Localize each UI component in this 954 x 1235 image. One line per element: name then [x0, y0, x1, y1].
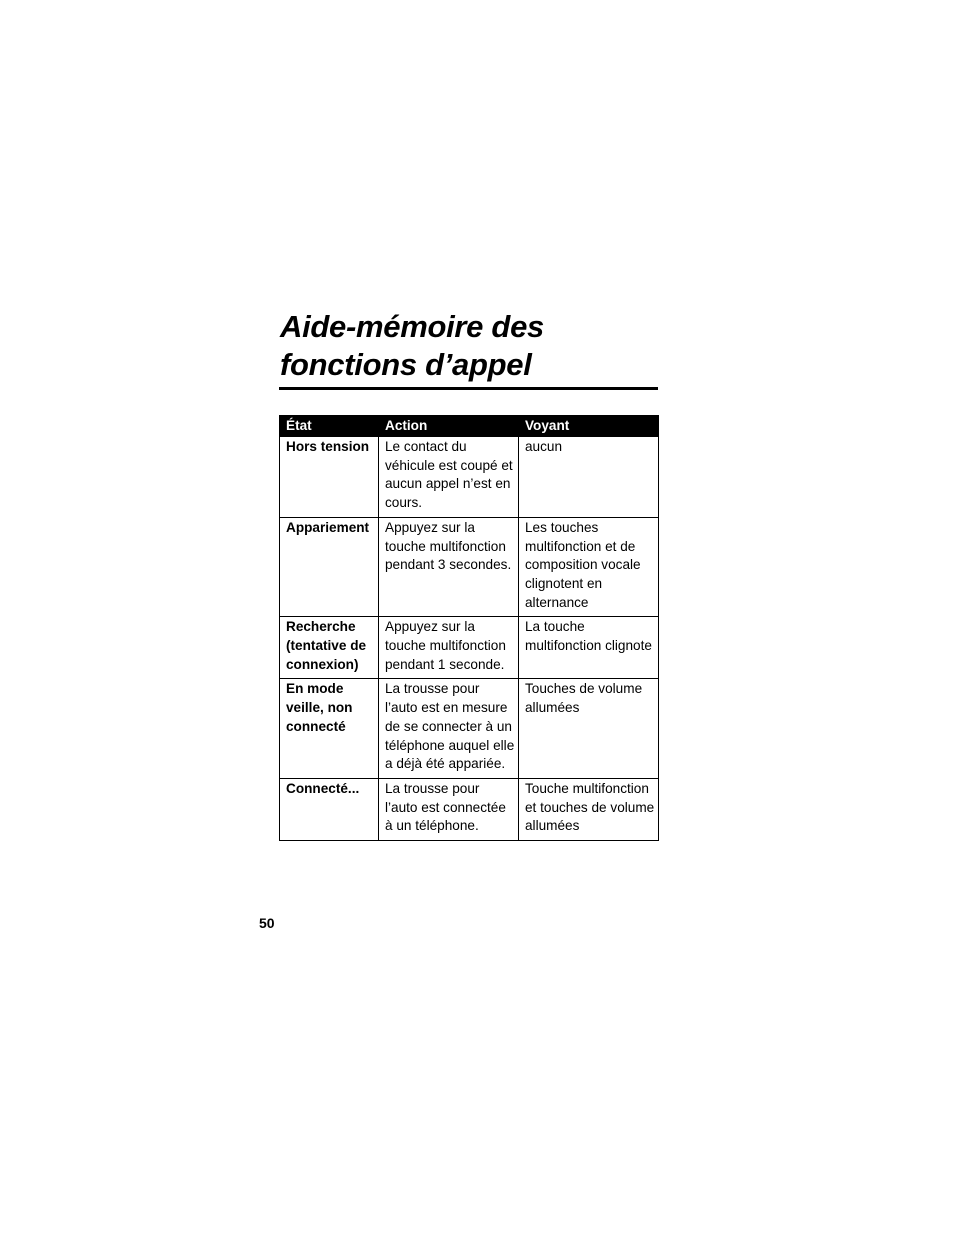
state-cell: Recherche (tentative de connexion)	[280, 617, 379, 679]
indicator-cell: Touches de volume allumées	[519, 679, 659, 779]
table-header-row	[280, 415, 659, 437]
title-divider	[279, 387, 658, 390]
state-cell: Hors tension	[280, 437, 379, 518]
action-cell: Appuyez sur la touche multifonction pendant 1 seconde.	[379, 617, 519, 679]
state-cell: Connecté...	[280, 778, 379, 840]
page-title	[280, 308, 658, 384]
action-cell: Le contact du véhicule est coupé et aucun appel n’est en cours.	[379, 437, 519, 518]
column-header-action: Action	[379, 415, 519, 437]
action-cell: La trousse pour l’auto est connectée à un téléphone.	[379, 778, 519, 840]
table-row	[280, 679, 659, 779]
action-cell: Appuyez sur la touche multifonction pendant 3 secondes.	[379, 517, 519, 617]
column-header-state: État	[280, 415, 379, 437]
indicator-cell: La touche multifonction clignote	[519, 617, 659, 679]
column-header-indicator: Voyant	[519, 415, 659, 437]
table-header	[280, 415, 659, 437]
table-row	[280, 617, 659, 679]
table-body	[280, 437, 659, 841]
page-number: 50	[259, 915, 275, 931]
page-title-line-1: Aide-mémoire des	[280, 309, 544, 344]
state-cell: Appariement	[280, 517, 379, 617]
call-functions-table	[279, 415, 659, 841]
table-row	[280, 517, 659, 617]
indicator-cell: Touche multifonction et touches de volume allumées	[519, 778, 659, 840]
indicator-cell: aucun	[519, 437, 659, 518]
state-cell: En mode veille, non connecté	[280, 679, 379, 779]
table-row	[280, 778, 659, 840]
table-row	[280, 437, 659, 518]
page-title-line-2: fonctions d’appel	[280, 347, 532, 382]
indicator-cell: Les touches multifonction et de composition vocale clignotent en alternance	[519, 517, 659, 617]
action-cell: La trousse pour l’auto est en mesure de se connecter à un téléphone auquel elle a déjà été appariée.	[379, 679, 519, 779]
